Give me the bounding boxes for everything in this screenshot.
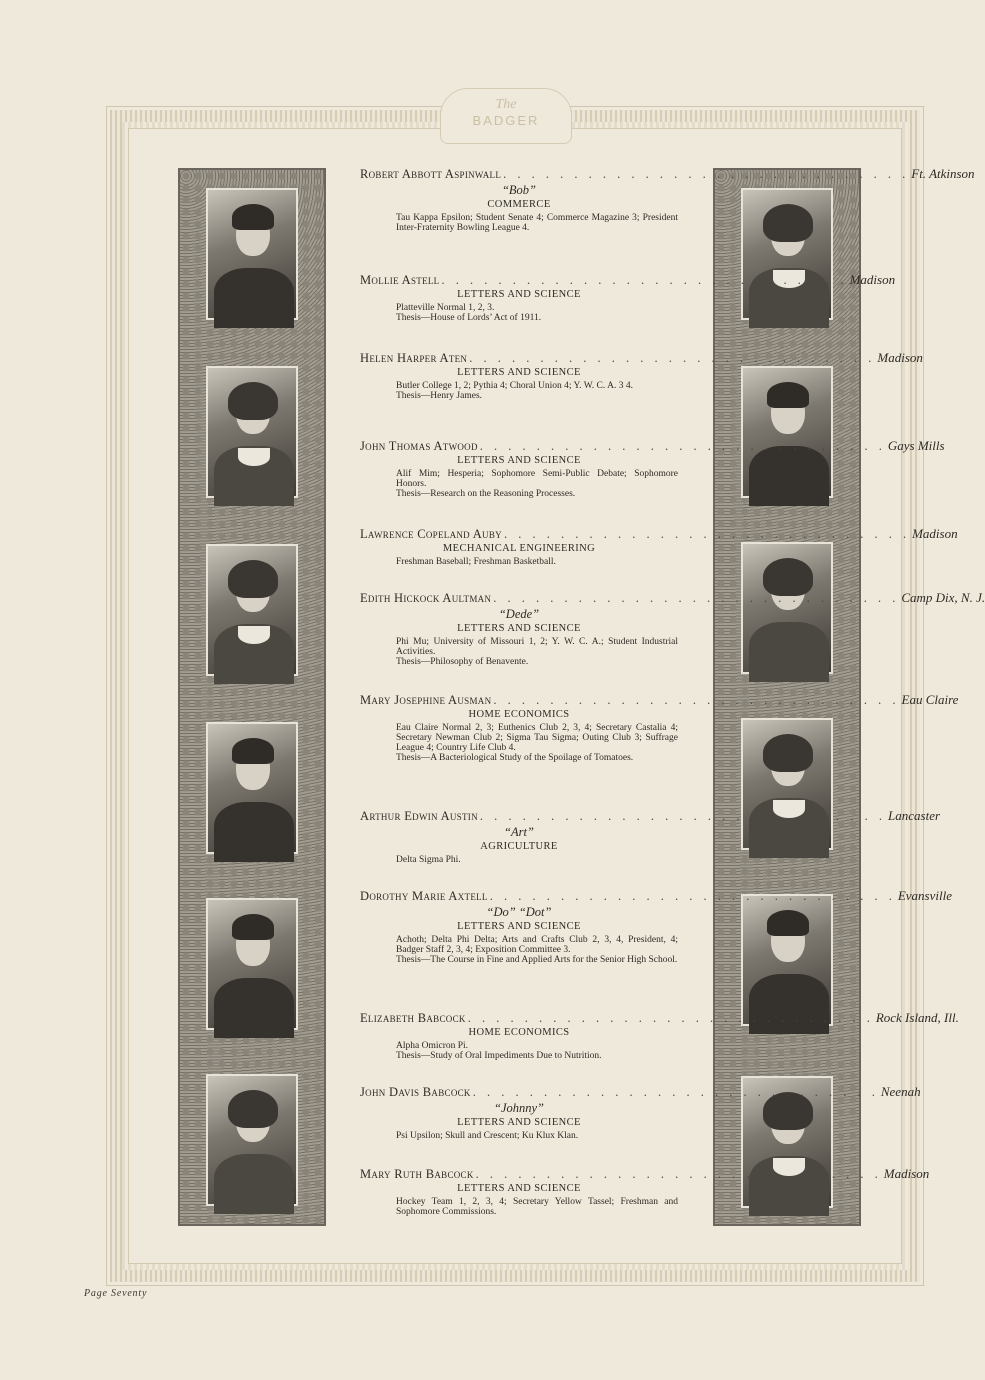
student-thesis: Thesis—Study of Oral Impediments Due to Nutrition. bbox=[396, 1051, 602, 1061]
student-nickname: “Dede” bbox=[498, 607, 540, 621]
student-name: Helen Harper Aten bbox=[360, 351, 468, 365]
student-town: Gays Mills bbox=[887, 438, 945, 453]
student-name: Elizabeth Babcock bbox=[360, 1011, 466, 1025]
leader-dots: . . . . . . . . . . . . . . . . . . . . . . . . . . . . . bbox=[503, 527, 911, 541]
leader-dots: . . . . . . . . . . . . . . . . . . . . . . . . . . . . . bbox=[479, 809, 887, 823]
student-town: Madison bbox=[877, 350, 923, 365]
crest-badger-text: BADGER bbox=[472, 113, 540, 128]
student-activities: Achoth; Delta Phi Delta; Arts and Crafts Club 2, 3, 4, President, 4; Badger Staff 2, 3, 4; Exposition Committee 3. bbox=[396, 935, 678, 955]
student-entry bbox=[360, 272, 896, 323]
student-nickname: “Johnny” bbox=[494, 1101, 544, 1115]
student-activities: Delta Sigma Phi. bbox=[396, 855, 461, 865]
student-course: LETTERS AND SCIENCE bbox=[457, 455, 581, 466]
student-town: Lancaster bbox=[888, 808, 941, 823]
student-entry bbox=[360, 166, 975, 233]
student-activities: Tau Kappa Epsilon; Student Senate 4; Commerce Magazine 3; President Inter-Fraternity Bowling League 4. bbox=[396, 213, 678, 233]
student-name: Edith Hickock Aultman bbox=[360, 591, 492, 605]
student-entry bbox=[360, 590, 985, 667]
left-photo-strip bbox=[178, 168, 326, 1226]
student-course: COMMERCE bbox=[487, 199, 551, 210]
student-thesis: Thesis—Research on the Reasoning Processes. bbox=[396, 489, 576, 499]
student-course: LETTERS AND SCIENCE bbox=[457, 623, 581, 634]
student-activities: Psi Upsilon; Skull and Crescent; Ku Klux Klan. bbox=[396, 1131, 579, 1141]
student-thesis: Thesis—A Bacteriological Study of the Spoilage of Tomatoes. bbox=[396, 753, 634, 763]
student-activities: Phi Mu; University of Missouri 1, 2; Y. W. C. A.; Student Industrial Activities. bbox=[396, 637, 678, 657]
leader-dots: . . . . . . . . . . . . . . . . . . . . . . . . . . . . . bbox=[479, 439, 886, 453]
leader-dots: . . . . . . . . . . . . . . . . . . . . . . . . . . . . . bbox=[493, 693, 900, 707]
portrait-photo bbox=[206, 188, 298, 320]
badger-crest-logo bbox=[440, 88, 572, 144]
student-thesis: Thesis—Philosophy of Benavente. bbox=[396, 657, 529, 667]
student-name: Lawrence Copeland Auby bbox=[360, 527, 502, 541]
student-activities: Hockey Team 1, 2, 3, 4; Secretary Yellow Tassel; Freshman and Sophomore Commissions. bbox=[396, 1197, 678, 1217]
student-course: HOME ECONOMICS bbox=[468, 1027, 570, 1038]
leader-dots: . . . . . . . . . . . . . . . . . . . . . . . . . . . . . bbox=[467, 1011, 874, 1025]
leader-dots: . . . . . . . . . . . . . . . . . . . . . . . . . . . . . bbox=[475, 1167, 882, 1181]
student-name: Robert Abbott Aspinwall bbox=[360, 167, 502, 181]
student-course: LETTERS AND SCIENCE bbox=[457, 367, 581, 378]
student-nickname: “Bob” bbox=[501, 183, 537, 197]
leader-dots: . . . . . . . . . . . . . . . . . . . . . . . . . . . . . bbox=[472, 1085, 879, 1099]
page-number-footer: Page Seventy bbox=[84, 1288, 148, 1299]
leader-dots: . . . . . . . . . . . . . . . . . . . . . . . . . . . . . bbox=[441, 273, 848, 287]
student-entry bbox=[360, 1010, 959, 1061]
portrait-photo bbox=[741, 718, 833, 850]
student-town: Camp Dix, N. J. bbox=[901, 590, 985, 605]
crest-the-text: The bbox=[495, 97, 517, 112]
student-course: MECHANICAL ENGINEERING bbox=[442, 543, 596, 554]
student-nickname: “Do” “Dot” bbox=[486, 905, 552, 919]
student-course: LETTERS AND SCIENCE bbox=[457, 289, 581, 300]
student-name: Dorothy Marie Axtell bbox=[360, 889, 488, 903]
student-thesis: Thesis—House of Lords’ Act of 1911. bbox=[396, 313, 542, 323]
leader-dots: . . . . . . . . . . . . . . . . . . . . . . . . . . . . . bbox=[503, 167, 910, 181]
portrait-photo bbox=[206, 366, 298, 498]
student-activities: Freshman Baseball; Freshman Basketball. bbox=[396, 557, 556, 567]
portrait-photo bbox=[206, 898, 298, 1030]
leader-dots: . . . . . . . . . . . . . . . . . . . . . . . . . . . . . bbox=[489, 889, 896, 903]
student-thesis: Thesis—The Course in Fine and Applied Arts for the Senior High School. bbox=[396, 955, 678, 965]
student-town: Ft. Atkinson bbox=[911, 166, 975, 181]
student-entry bbox=[360, 1084, 921, 1141]
student-entry bbox=[360, 438, 945, 499]
portrait-photo bbox=[206, 544, 298, 676]
student-course: LETTERS AND SCIENCE bbox=[457, 1117, 581, 1128]
student-name: John Davis Babcock bbox=[360, 1085, 471, 1099]
student-activities: Butler College 1, 2; Pythia 4; Choral Union 4; Y. W. C. A. 3 4. bbox=[396, 381, 633, 391]
leader-dots: . . . . . . . . . . . . . . . . . . . . . . . . . . . . . bbox=[493, 591, 900, 605]
student-thesis: Thesis—Henry James. bbox=[396, 391, 483, 401]
student-entry bbox=[360, 1166, 930, 1217]
student-course: AGRICULTURE bbox=[480, 841, 558, 852]
student-town: Madison bbox=[883, 1166, 930, 1181]
portrait-photo bbox=[741, 188, 833, 320]
student-town: Rock Island, Ill. bbox=[875, 1010, 959, 1025]
student-town: Madison bbox=[912, 526, 958, 541]
student-town: Neenah bbox=[880, 1084, 921, 1099]
student-nickname: “Art” bbox=[504, 825, 534, 839]
student-entry bbox=[360, 808, 941, 865]
student-entry bbox=[360, 888, 952, 965]
portrait-photo bbox=[206, 722, 298, 854]
student-entry bbox=[360, 692, 959, 763]
leader-dots: . . . . . . . . . . . . . . . . . . . . . . . . . . . . . bbox=[469, 351, 876, 365]
student-town: Evansville bbox=[897, 888, 952, 903]
student-name: Mollie Astell bbox=[360, 273, 440, 287]
student-name: John Thomas Atwood bbox=[360, 439, 478, 453]
student-course: LETTERS AND SCIENCE bbox=[457, 1183, 581, 1194]
student-name: Mary Ruth Babcock bbox=[360, 1167, 474, 1181]
student-course: LETTERS AND SCIENCE bbox=[457, 921, 581, 932]
student-town: Eau Claire bbox=[901, 692, 959, 707]
student-activities: Platteville Normal 1, 2, 3. bbox=[396, 303, 495, 313]
student-town: Madison bbox=[849, 272, 896, 287]
student-entry bbox=[360, 526, 958, 567]
portrait-photo bbox=[741, 366, 833, 498]
student-entry bbox=[360, 350, 923, 401]
portrait-photo bbox=[741, 542, 833, 674]
student-name: Arthur Edwin Austin bbox=[360, 809, 478, 823]
student-name: Mary Josephine Ausman bbox=[360, 693, 492, 707]
portrait-photo bbox=[206, 1074, 298, 1206]
student-activities: Eau Claire Normal 2, 3; Euthenics Club 2, 3, 4; Secretary Castalia 4; Secretary Newman Club 2; Sigma Tau Sigma; Outing Club 3; Suffrage League 4; Country Life Club 4. bbox=[396, 723, 678, 753]
student-activities: Alpha Omicron Pi. bbox=[396, 1041, 469, 1051]
student-activities: Alif Mim; Hesperia; Sophomore Semi-Public Debate; Sophomore Honors. bbox=[396, 469, 678, 489]
portrait-photo bbox=[741, 894, 833, 1026]
student-course: HOME ECONOMICS bbox=[468, 709, 570, 720]
